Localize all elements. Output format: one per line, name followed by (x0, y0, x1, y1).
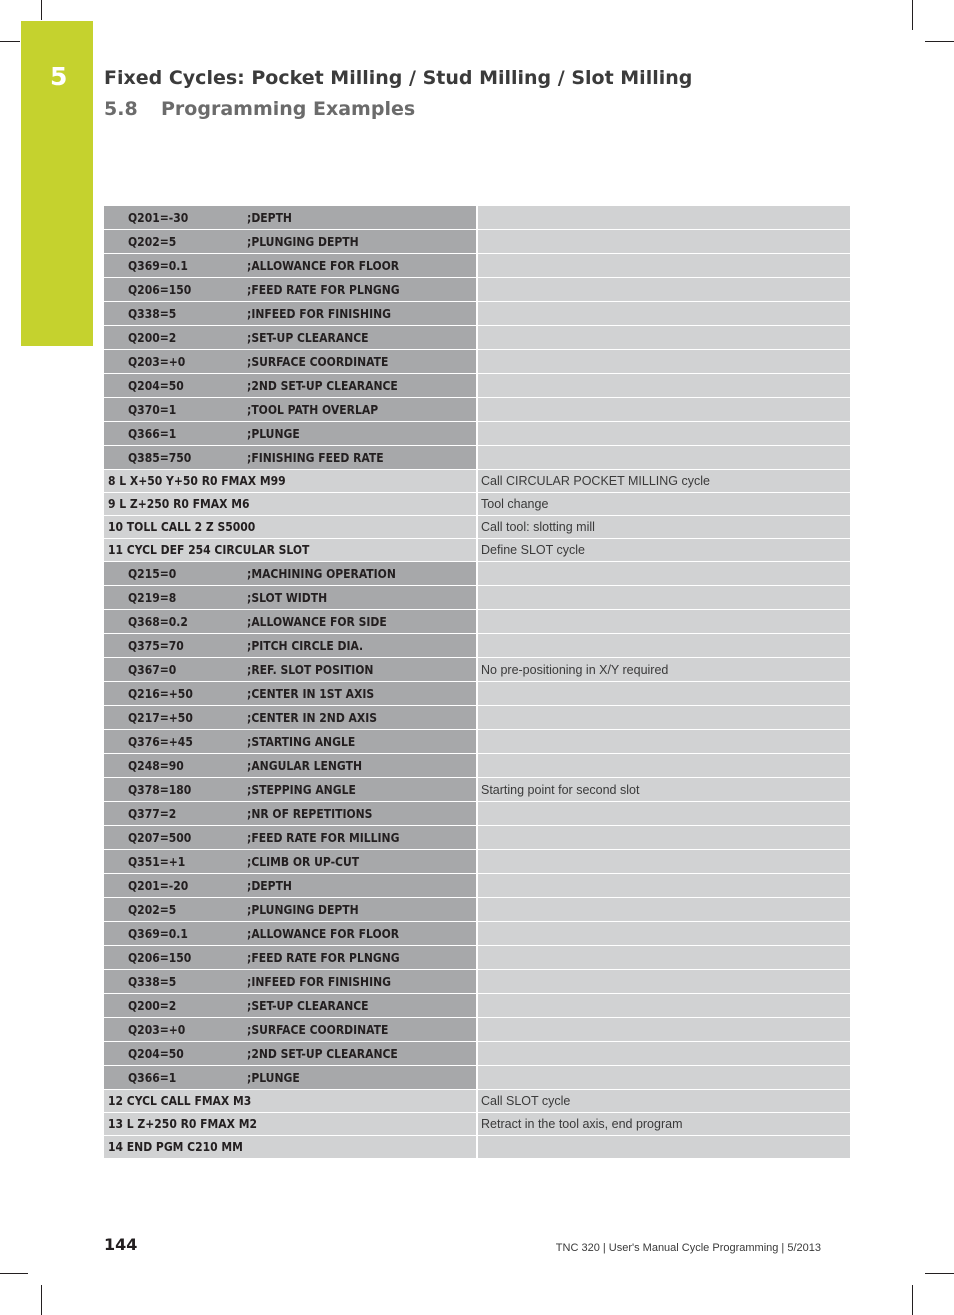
code-cell: 14 END PGM C210 MM (104, 1136, 477, 1159)
parameter-name: ;SURFACE COORDINATE (247, 1022, 389, 1037)
parameter-name: ;PLUNGE (247, 426, 300, 441)
code-cell: 12 CYCL CALL FMAX M3 (104, 1090, 477, 1113)
code-cell (104, 706, 477, 730)
parameter-name: ;2ND SET-UP CLEARANCE (247, 1046, 398, 1061)
parameter-name: ;FEED RATE FOR MILLING (247, 830, 400, 845)
comment-cell: Call SLOT cycle (477, 1090, 850, 1113)
parameter-value: Q219=8 (128, 590, 177, 605)
comment-cell (477, 802, 850, 826)
code-cell (104, 802, 477, 826)
code-cell (104, 374, 477, 398)
code-cell (104, 278, 477, 302)
code-cell (104, 398, 477, 422)
parameter-name: ;SURFACE COORDINATE (247, 354, 389, 369)
comment-cell (477, 610, 850, 634)
parameter-name: ;ALLOWANCE FOR FLOOR (247, 258, 400, 273)
parameter-value: Q378=180 (128, 782, 192, 797)
parameter-value: Q367=0 (128, 662, 177, 677)
table-row (104, 562, 850, 586)
chapter-number: 5 (50, 62, 68, 91)
code-cell (104, 326, 477, 350)
parameter-value: Q201=-30 (128, 210, 189, 225)
parameter-name: ;DEPTH (247, 878, 292, 893)
parameter-value: Q207=500 (128, 830, 192, 845)
comment-cell (477, 562, 850, 586)
parameter-value: Q204=50 (128, 1046, 184, 1061)
section-heading (104, 98, 415, 120)
table-row (104, 493, 850, 516)
comment-cell: No pre-positioning in X/Y required (477, 658, 850, 682)
table-row (104, 706, 850, 730)
code-cell: 13 L Z+250 R0 FMAX M2 (104, 1113, 477, 1136)
table-row (104, 398, 850, 422)
table-row (104, 278, 850, 302)
comment-cell (477, 898, 850, 922)
parameter-value: Q203=+0 (128, 1022, 186, 1037)
code-cell (104, 682, 477, 706)
parameter-name: ;STEPPING ANGLE (247, 782, 356, 797)
table-row (104, 422, 850, 446)
table-row (104, 374, 850, 398)
code-cell (104, 754, 477, 778)
table-row (104, 586, 850, 610)
parameter-name: ;SLOT WIDTH (247, 590, 328, 605)
comment-cell (477, 422, 850, 446)
parameter-name: ;PLUNGING DEPTH (247, 234, 359, 249)
table-row (104, 730, 850, 754)
code-cell (104, 586, 477, 610)
code-cell (104, 778, 477, 802)
code-cell (104, 850, 477, 874)
code-cell (104, 230, 477, 254)
comment-cell (477, 730, 850, 754)
table-row (104, 826, 850, 850)
comment-cell (477, 850, 850, 874)
code-cell (104, 922, 477, 946)
comment-cell (477, 1136, 850, 1159)
code-cell (104, 730, 477, 754)
parameter-name: ;FEED RATE FOR PLNGNG (247, 950, 400, 965)
section-title: Programming Examples (161, 98, 416, 120)
crop-mark (41, 0, 42, 20)
parameter-value: Q216=+50 (128, 686, 193, 701)
code-cell (104, 946, 477, 970)
code-cell (104, 1042, 477, 1066)
code-cell (104, 562, 477, 586)
table-row (104, 1066, 850, 1090)
comment-cell (477, 206, 850, 230)
comment-cell (477, 586, 850, 610)
parameter-name: ;INFEED FOR FINISHING (247, 974, 391, 989)
comment-cell (477, 302, 850, 326)
comment-cell (477, 946, 850, 970)
comment-cell (477, 874, 850, 898)
code-cell (104, 970, 477, 994)
comment-cell: Call CIRCULAR POCKET MILLING cycle (477, 470, 850, 493)
parameter-name: ;SET-UP CLEARANCE (247, 330, 369, 345)
code-cell (104, 422, 477, 446)
parameter-value: Q369=0.1 (128, 258, 188, 273)
table-row (104, 802, 850, 826)
code-cell (104, 350, 477, 374)
parameter-value: Q369=0.1 (128, 926, 188, 941)
comment-cell (477, 1066, 850, 1090)
comment-cell (477, 1042, 850, 1066)
parameter-name: ;FEED RATE FOR PLNGNG (247, 282, 400, 297)
parameter-name: ;STARTING ANGLE (247, 734, 356, 749)
code-cell: 10 TOLL CALL 2 Z S5000 (104, 516, 477, 539)
table-row (104, 1090, 850, 1113)
parameter-name: ;DEPTH (247, 210, 292, 225)
table-row (104, 682, 850, 706)
table-row (104, 254, 850, 278)
code-cell (104, 254, 477, 278)
parameter-name: ;SET-UP CLEARANCE (247, 998, 369, 1013)
comment-cell (477, 706, 850, 730)
comment-cell (477, 754, 850, 778)
table-row (104, 922, 850, 946)
parameter-value: Q217=+50 (128, 710, 193, 725)
code-cell (104, 1018, 477, 1042)
parameter-value: Q368=0.2 (128, 614, 188, 629)
code-cell (104, 658, 477, 682)
table-row (104, 230, 850, 254)
code-cell (104, 610, 477, 634)
comment-cell (477, 922, 850, 946)
code-cell (104, 994, 477, 1018)
crop-mark (925, 41, 954, 42)
code-cell (104, 874, 477, 898)
parameter-value: Q202=5 (128, 902, 177, 917)
program-table (104, 206, 850, 1159)
code-cell: 9 L Z+250 R0 FMAX M6 (104, 493, 477, 516)
parameter-value: Q366=1 (128, 1070, 177, 1085)
comment-cell (477, 326, 850, 350)
parameter-name: ;ANGULAR LENGTH (247, 758, 362, 773)
crop-mark (41, 1285, 42, 1315)
parameter-name: ;TOOL PATH OVERLAP (247, 402, 379, 417)
comment-cell (477, 278, 850, 302)
comment-cell (477, 350, 850, 374)
page-number: 144 (104, 1235, 138, 1254)
table-row (104, 898, 850, 922)
comment-cell: Retract in the tool axis, end program (477, 1113, 850, 1136)
code-cell: 8 L X+50 Y+50 R0 FMAX M99 (104, 470, 477, 493)
table-row (104, 350, 850, 374)
crop-mark (0, 41, 20, 42)
comment-cell (477, 230, 850, 254)
parameter-value: Q338=5 (128, 974, 177, 989)
parameter-name: ;ALLOWANCE FOR SIDE (247, 614, 387, 629)
table-row (104, 206, 850, 230)
code-cell (104, 1066, 477, 1090)
comment-cell (477, 826, 850, 850)
comment-cell (477, 634, 850, 658)
parameter-value: Q204=50 (128, 378, 184, 393)
parameter-value: Q338=5 (128, 306, 177, 321)
table-row (104, 754, 850, 778)
parameter-value: Q202=5 (128, 234, 177, 249)
table-row (104, 850, 850, 874)
comment-cell: Call tool: slotting mill (477, 516, 850, 539)
parameter-name: ;PLUNGING DEPTH (247, 902, 359, 917)
table-row (104, 326, 850, 350)
comment-cell: Starting point for second slot (477, 778, 850, 802)
parameter-value: Q206=150 (128, 950, 192, 965)
parameter-name: ;PLUNGE (247, 1070, 300, 1085)
parameter-name: ;INFEED FOR FINISHING (247, 306, 391, 321)
parameter-name: ;PITCH CIRCLE DIA. (247, 638, 364, 653)
table-row (104, 610, 850, 634)
comment-cell (477, 1018, 850, 1042)
code-cell (104, 302, 477, 326)
table-row (104, 970, 850, 994)
table-row (104, 1018, 850, 1042)
code-cell (104, 634, 477, 658)
parameter-name: ;NR OF REPETITIONS (247, 806, 373, 821)
parameter-value: Q248=90 (128, 758, 184, 773)
code-cell (104, 898, 477, 922)
table-row (104, 1113, 850, 1136)
parameter-value: Q375=70 (128, 638, 184, 653)
comment-cell (477, 994, 850, 1018)
parameter-name: ;FINISHING FEED RATE (247, 450, 384, 465)
comment-cell (477, 682, 850, 706)
table-row (104, 302, 850, 326)
parameter-name: ;MACHINING OPERATION (247, 566, 396, 581)
crop-mark (912, 0, 913, 30)
parameter-value: Q206=150 (128, 282, 192, 297)
table-row (104, 1136, 850, 1159)
parameter-value: Q200=2 (128, 998, 177, 1013)
comment-cell: Tool change (477, 493, 850, 516)
parameter-value: Q370=1 (128, 402, 177, 417)
program-table-body (104, 206, 850, 1159)
table-row (104, 778, 850, 802)
code-cell (104, 826, 477, 850)
parameter-name: ;REF. SLOT POSITION (247, 662, 374, 677)
comment-cell (477, 446, 850, 470)
code-cell: 11 CYCL DEF 254 CIRCULAR SLOT (104, 539, 477, 562)
footer-text: TNC 320 | User's Manual Cycle Programming | 5/2013 (555, 1242, 821, 1254)
parameter-value: Q203=+0 (128, 354, 186, 369)
crop-mark (912, 1285, 913, 1315)
parameter-name: ;ALLOWANCE FOR FLOOR (247, 926, 400, 941)
table-row (104, 539, 850, 562)
parameter-name: ;CLIMB OR UP-CUT (247, 854, 360, 869)
crop-mark (925, 1273, 954, 1274)
parameter-name: ;CENTER IN 2ND AXIS (247, 710, 378, 725)
parameter-value: Q377=2 (128, 806, 177, 821)
parameter-value: Q351=+1 (128, 854, 186, 869)
comment-cell (477, 254, 850, 278)
parameter-value: Q385=750 (128, 450, 192, 465)
table-row (104, 446, 850, 470)
comment-cell (477, 374, 850, 398)
table-row (104, 874, 850, 898)
crop-mark (0, 1273, 28, 1274)
comment-cell: Define SLOT cycle (477, 539, 850, 562)
table-row (104, 516, 850, 539)
section-number: 5.8 (104, 98, 138, 120)
parameter-value: Q215=0 (128, 566, 177, 581)
table-row (104, 470, 850, 493)
table-row (104, 946, 850, 970)
parameter-value: Q201=-20 (128, 878, 189, 893)
comment-cell (477, 970, 850, 994)
table-row (104, 634, 850, 658)
parameter-name: ;2ND SET-UP CLEARANCE (247, 378, 398, 393)
chapter-title: Fixed Cycles: Pocket Milling / Stud Milling / Slot Milling (104, 67, 693, 89)
table-row (104, 994, 850, 1018)
parameter-value: Q376=+45 (128, 734, 193, 749)
parameter-name: ;CENTER IN 1ST AXIS (247, 686, 375, 701)
comment-cell (477, 398, 850, 422)
code-cell (104, 206, 477, 230)
parameter-value: Q200=2 (128, 330, 177, 345)
table-row (104, 1042, 850, 1066)
code-cell (104, 446, 477, 470)
table-row (104, 658, 850, 682)
parameter-value: Q366=1 (128, 426, 177, 441)
